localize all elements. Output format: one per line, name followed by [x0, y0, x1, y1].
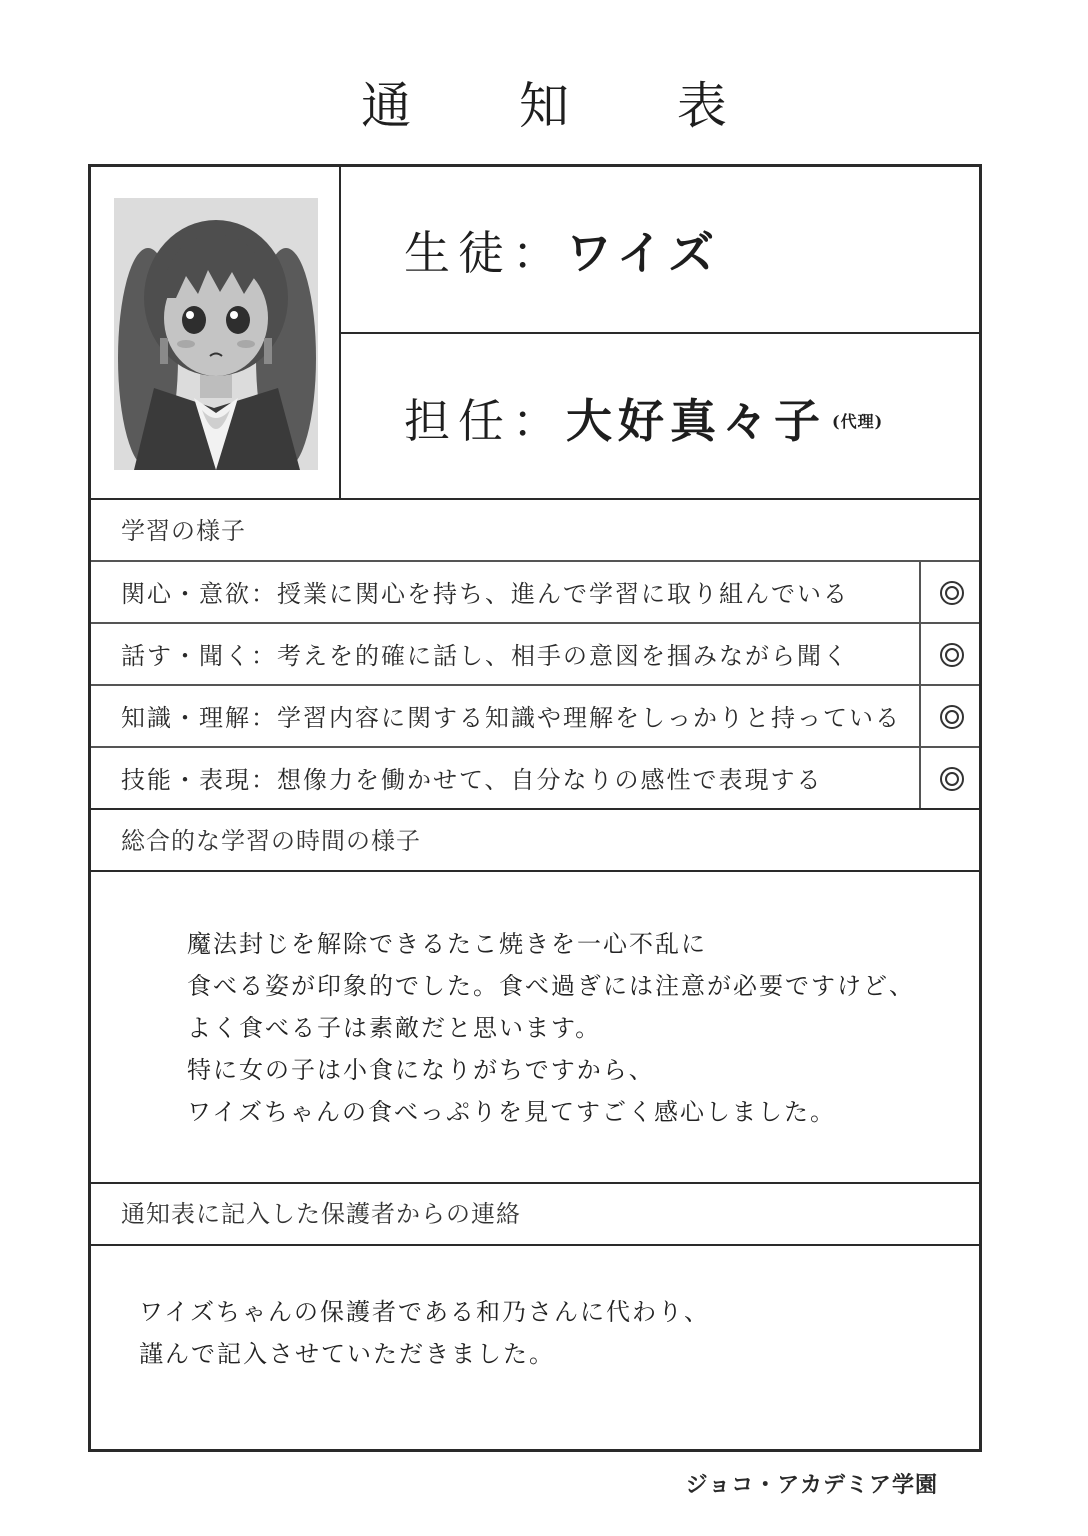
double-circle-icon	[939, 766, 965, 792]
student-portrait	[114, 198, 318, 470]
teacher-row	[404, 393, 883, 450]
report-card-title: 通 知 表	[361, 77, 773, 135]
mark-column-divider	[919, 560, 921, 808]
teacher-name: 大好真々子	[566, 394, 826, 448]
school-name: ジョコ・アカデミア学園	[685, 1472, 938, 1498]
row-divider	[91, 622, 979, 624]
general-comment-line: 魔法封じを解除できるたこ焼きを一心不乱に	[187, 930, 707, 958]
learning-row-3: 知識・理解：学習内容に関する知識や理解をしっかりと持っている	[121, 704, 901, 732]
row-divider	[91, 1244, 979, 1246]
row-divider	[91, 684, 979, 686]
guardian-comment	[139, 1291, 710, 1375]
learning-row-1: 関心・意欲：授業に関心を持ち、進んで学習に取り組んでいる	[121, 580, 849, 608]
student-row	[404, 225, 720, 281]
learning-heading: 学習の様子	[121, 517, 246, 545]
student-portrait-image	[114, 198, 318, 470]
learning-row-4: 技能・表現：想像力を働かせて、自分なりの感性で表現する	[121, 766, 823, 794]
guardian-comment-line: 謹んで記入させていただきました。	[139, 1340, 555, 1368]
teacher-label: 担任：	[404, 394, 566, 448]
student-label: 生徒：	[404, 226, 566, 280]
general-comment-line: 食べる姿が印象的でした。食べ過ぎには注意が必要ですけど、	[187, 972, 915, 1000]
section-divider	[91, 1182, 979, 1184]
general-comment-line: ワイズちゃんの食べっぷりを見てすごく感心しました。	[187, 1098, 837, 1126]
section-divider	[91, 498, 979, 500]
double-circle-icon	[939, 580, 965, 606]
student-name: ワイズ	[566, 226, 721, 280]
double-circle-icon	[939, 704, 965, 730]
teacher-note: (代理)	[832, 412, 884, 431]
row-divider	[91, 746, 979, 748]
row-divider	[91, 870, 979, 872]
section-divider	[91, 808, 979, 810]
report-card	[88, 164, 982, 1452]
general-comment	[187, 923, 915, 1133]
general-comment-line: 特に女の子は小食になりがちですから、	[187, 1056, 655, 1084]
guardian-comment-line: ワイズちゃんの保護者である和乃さんに代わり、	[139, 1298, 711, 1326]
double-circle-icon	[939, 642, 965, 668]
learning-row-2: 話す・聞く：考えを的確に話し、相手の意図を掴みながら聞く	[121, 642, 849, 670]
info-divider	[341, 332, 979, 334]
guardian-heading: 通知表に記入した保護者からの連絡	[121, 1200, 521, 1228]
general-heading: 総合的な学習の時間の様子	[121, 827, 421, 855]
row-divider	[91, 560, 979, 562]
general-comment-line: よく食べる子は素敵だと思います。	[187, 1014, 602, 1042]
